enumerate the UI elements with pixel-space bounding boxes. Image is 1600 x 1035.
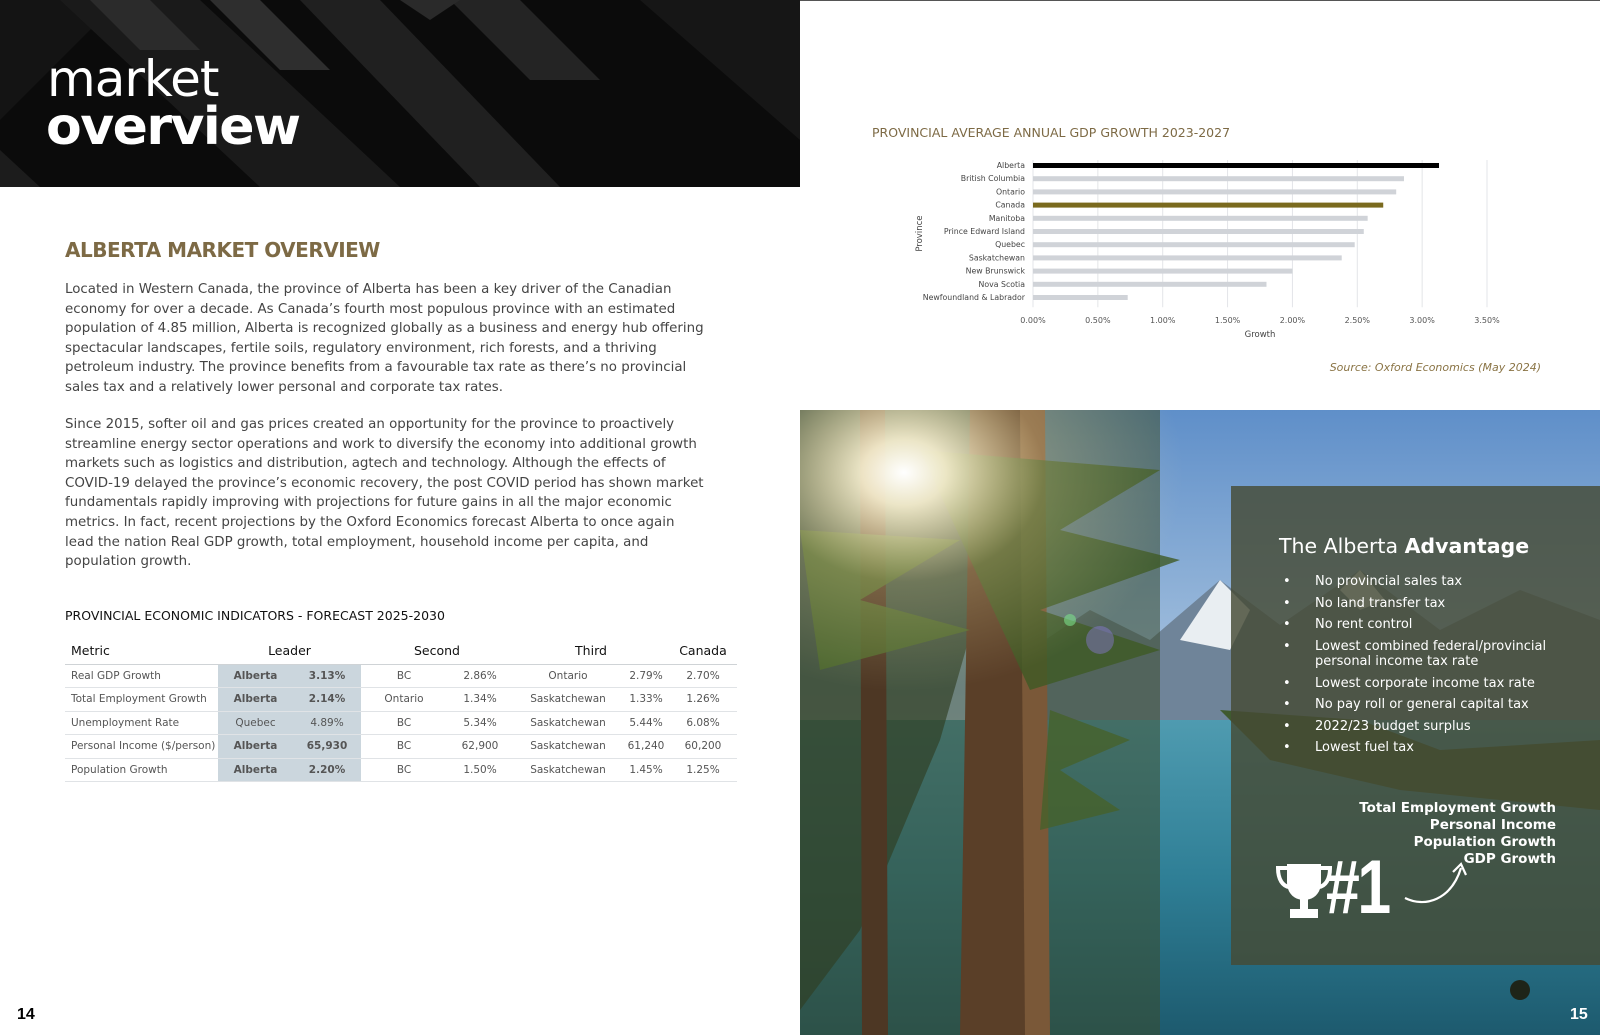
list-item: • No pay roll or general capital tax [1283,697,1583,713]
third-value-cell: 2.79% [623,664,669,688]
metric-cell: Population Growth [65,758,218,782]
leader-value-cell: 65,930 [293,735,361,759]
bar [1033,229,1364,234]
third-cell: Saskatchewan [513,758,623,782]
x-tick-label: 1.00% [1150,316,1176,326]
table-row [65,758,737,782]
category-label: British Columbia [960,174,1025,184]
x-axis-label: Growth [1244,330,1276,341]
hero-banner [0,0,800,187]
advantage-title [1279,534,1529,558]
hero-title-light: market [47,50,219,108]
leader-value-cell: 2.20% [293,758,361,782]
header-metric: Metric [65,638,218,664]
third-value-cell: 1.45% [623,758,669,782]
canada-value-cell: 1.26% [669,688,737,712]
third-value-cell: 61,240 [623,735,669,759]
overview-paragraph-1: Located in Western Canada, the province of Alberta has been a key driver of the Canadian economy for over a decade. As Canada’s fourth most populous province with an estimated population of 4.85 million, Alberta is recognized globally as a business and energy hub offering spectacular landscapes, fertile soils, regulatory environment, rich forests, and a thriving petroleum industry. The province benefits from a favourable tax rate as there’s no provincial sales tax and a relatively lower personal and corporate tax rates. [65,282,704,395]
x-tick-label: 2.00% [1279,316,1306,326]
category-label: Nova Scotia [978,279,1025,289]
bar [1033,216,1368,221]
bar [1033,282,1266,287]
leader-value-cell: 2.14% [293,688,361,712]
canada-value-cell: 6.08% [669,711,737,735]
second-value-cell: 62,900 [447,735,513,759]
third-cell: Ontario [513,664,623,688]
header-canada: Canada [669,638,737,664]
category-label: Newfoundland & Labrador [922,293,1025,302]
leader-cell: Alberta [218,735,293,759]
bar [1033,269,1292,274]
third-value-cell: 5.44% [623,711,669,735]
rank-item: Total Employment Growth [1359,800,1556,816]
table-header-row [65,638,737,664]
header-third: Third [513,638,669,664]
canada-value-cell: 2.70% [669,664,737,688]
bar [1033,203,1383,208]
leader-cell: Alberta [218,664,293,688]
header-leader: Leader [218,638,361,664]
curved-arrow-icon [1403,860,1473,910]
canada-value-cell: 1.25% [669,758,737,782]
x-tick-label: 3.50% [1474,316,1500,326]
y-axis-label: Province [915,215,925,252]
category-label: New Brunswick [965,266,1025,276]
metric-cell: Total Employment Growth [65,688,218,712]
x-tick-label: 2.50% [1344,316,1370,326]
second-value-cell: 1.50% [447,758,513,782]
advantage-title-light: The Alberta [1279,534,1399,558]
canada-value-cell: 60,200 [669,735,737,759]
alberta-advantage-panel [1231,486,1600,965]
second-cell: BC [361,711,447,735]
category-label: Canada [995,200,1025,210]
leader-value-cell: 3.13% [293,664,361,688]
list-item: • No provincial sales tax [1283,574,1583,590]
advantage-list [1283,574,1583,762]
list-item: • 2022/23 budget surplus [1283,719,1583,735]
header-second: Second [361,638,513,664]
second-value-cell: 2.86% [447,664,513,688]
leader-cell: Alberta [218,758,293,782]
category-label: Ontario [995,187,1025,197]
second-cell: BC [361,735,447,759]
rank-item: GDP Growth [1463,851,1556,867]
list-item: • Lowest combined federal/provincial personal income tax rate [1283,639,1583,670]
indicators-table-title: PROVINCIAL ECONOMIC INDICATORS - FORECAST 2025-2030 [65,608,445,623]
rank-item: Population Growth [1413,834,1556,850]
x-tick-label: 0.50% [1085,316,1111,326]
section-heading: ALBERTA MARKET OVERVIEW [65,238,380,262]
leader-value-cell: 4.89% [293,711,361,735]
metric-cell: Unemployment Rate [65,711,218,735]
trophy-icon [1275,862,1333,922]
third-cell: Saskatchewan [513,735,623,759]
x-tick-label: 3.00% [1409,316,1435,326]
table-row [65,664,737,688]
second-cell: Ontario [361,688,447,712]
second-cell: BC [361,664,447,688]
category-label: Quebec [995,240,1025,250]
x-tick-label: 0.00% [1020,316,1046,326]
bar [1033,242,1355,247]
third-cell: Saskatchewan [513,688,623,712]
rank-number: #1 [1326,845,1389,930]
bar [1033,295,1128,300]
second-cell: BC [361,758,447,782]
bar [1033,255,1342,260]
list-item: • No land transfer tax [1283,596,1583,612]
chart-source: Source: Oxford Economics (May 2024) [1329,361,1541,374]
table-row [65,735,737,759]
leader-cell: Alberta [218,688,293,712]
second-value-cell: 5.34% [447,711,513,735]
leader-cell: Quebec [218,711,293,735]
third-value-cell: 1.33% [623,688,669,712]
bar [1033,176,1404,181]
category-label: Alberta [996,161,1025,170]
list-item: • Lowest fuel tax [1283,740,1583,756]
advantage-title-bold: Advantage [1404,534,1530,558]
list-item: • Lowest corporate income tax rate [1283,676,1583,692]
category-label: Manitoba [988,213,1025,223]
category-label: Prince Edward Island [943,227,1025,236]
hero-title-bold: overview [46,97,300,157]
bar [1033,189,1396,194]
third-cell: Saskatchewan [513,711,623,735]
x-tick-label: 1.50% [1214,316,1241,326]
page-number-left: 14 [17,1006,35,1023]
indicators-table [65,638,737,782]
list-item: • No rent control [1283,617,1583,633]
category-label: Saskatchewan [968,253,1025,263]
gdp-growth-chart [900,155,1520,345]
top-rule [800,0,1600,1]
rank-item: Personal Income [1429,817,1556,833]
second-value-cell: 1.34% [447,688,513,712]
bar [1033,163,1439,168]
table-row [65,688,737,712]
metric-cell: Real GDP Growth [65,664,218,688]
chart-title: PROVINCIAL AVERAGE ANNUAL GDP GROWTH 2023-2027 [872,125,1231,140]
table-row [65,711,737,735]
overview-paragraph-2: Since 2015, softer oil and gas prices created an opportunity for the province to proactively streamline energy sector operations and work to diversify the economy into additional growth markets such as logistics and distribution, agtech and technology. Although the effects of COVID-19 delayed the province’s economic recovery, the post COVID period has shown market fundamentals rapidly improving with projections for future gains in all the major economic metrics. In fact, recent projections by the Oxford Economics forecast Alberta to once again lead the nation Real GDP growth, total employment, household income per capita, and population growth. [65,417,704,570]
page-number-right: 15 [1570,1006,1588,1023]
metric-cell: Personal Income ($/person) [65,735,218,759]
